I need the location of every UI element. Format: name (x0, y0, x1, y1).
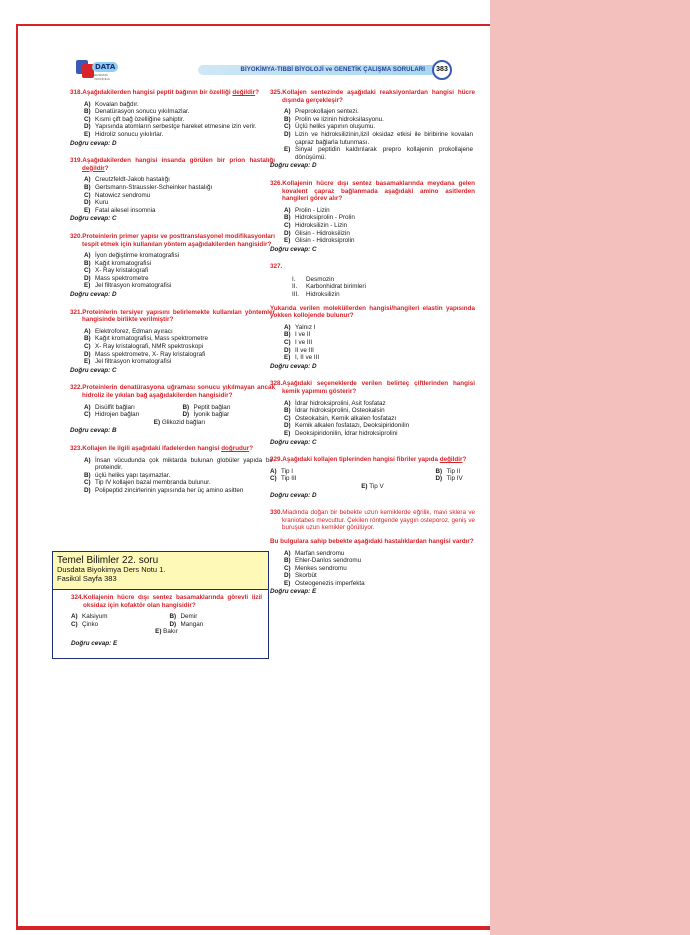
header-title: BİYOKİMYA-TIBBİ BİYOLOJİ ve GENETİK ÇALIŞMA SORULARI (198, 65, 433, 75)
answer: Doğru cevap: C (270, 245, 317, 253)
stamp-line-1: Temel Bilimler 22. soru (57, 555, 159, 566)
option-e (84, 358, 275, 366)
option-letter: D) (284, 229, 291, 237)
option-a (84, 252, 275, 260)
question-325 (270, 89, 475, 170)
question-319 (70, 157, 275, 223)
option-d (284, 422, 475, 430)
option-text: Kuru (95, 199, 109, 207)
option-text: Kağıt kromatografisi (95, 259, 151, 267)
left-column (70, 89, 275, 505)
option-text: Skorbüt (295, 572, 317, 580)
option-letter: C) (284, 414, 291, 422)
option-a: A) Disülfit bağları (84, 403, 135, 411)
question-number: 320. (70, 232, 83, 240)
option-a (84, 457, 275, 472)
option-text: Hidroliz sonucu yıkılırlar. (95, 130, 164, 138)
option-d: D) Mangan (169, 620, 204, 628)
options-list (270, 108, 475, 161)
option-letter: D) (84, 123, 91, 131)
options-grid (71, 613, 262, 628)
options-list (270, 207, 475, 245)
option-text: Sinyal peptidin kaldırılarak prepro kollajenin prokollajene dönüşümü. (295, 146, 473, 161)
option-text: Fatal ailesel insomnia (95, 206, 156, 214)
option-e: E) Glikozid bağları (153, 418, 206, 426)
option-letter: B) (84, 471, 91, 479)
option-c: C) Çinko (71, 620, 99, 628)
answer: Doğru cevap: C (70, 366, 117, 374)
option-letter: C) (284, 221, 291, 229)
option-e (284, 580, 475, 588)
option-text: Denatürasyon sonucu yıkılmazlar. (95, 108, 190, 116)
logo-word: DATA (92, 62, 118, 72)
option-b (84, 260, 275, 268)
roman-item (292, 291, 475, 299)
option-text: Kemik alkalen fosfatazı, Deoksipiridonilin (295, 422, 410, 430)
roman-numeral: III. (292, 291, 299, 299)
question-329 (270, 456, 475, 499)
option-a (84, 328, 275, 336)
option-d (284, 572, 475, 580)
question-text (70, 89, 275, 97)
option-letter: A) (84, 327, 91, 335)
source-stamp-box (52, 551, 269, 659)
option-d (284, 347, 475, 355)
question-323 (70, 445, 275, 495)
option-text: İdrar hidroksiprolini, Asit fosfataz (295, 399, 386, 407)
option-text: Kovalan bağdır. (95, 100, 139, 108)
question-text: 324.Kollajenin hücre dışı sentez basamaklarında görevli lizil oksidaz için kofaktör olan hangisidir? (71, 594, 262, 609)
option-letter: E) (284, 579, 291, 587)
question-321 (70, 309, 275, 375)
answer: Doğru cevap: D (70, 291, 117, 299)
margin-pink-panel (490, 0, 690, 935)
option-letter: D) (84, 199, 91, 207)
options-list (270, 400, 475, 438)
option-letter: A) (84, 176, 91, 184)
option-c (284, 415, 475, 423)
question-324 (53, 590, 268, 648)
option-letter: C) (84, 267, 91, 275)
question-322 (70, 384, 275, 435)
option-b (284, 557, 475, 565)
roman-item (292, 283, 475, 291)
option-letter: E) (284, 354, 291, 362)
option-letter: B) (284, 214, 291, 222)
option-letter: B) (284, 557, 291, 565)
option-letter: E) (284, 237, 291, 245)
options-list (70, 457, 275, 495)
option-text: X- Ray kristalografi, NMR spektroskopi (95, 343, 204, 351)
right-question-list (270, 89, 475, 253)
options-list (70, 176, 275, 214)
question-number: 326. (270, 179, 283, 187)
option-text: Natowicz sendromu (95, 191, 151, 199)
option-letter: D) (284, 422, 291, 430)
option-c (284, 339, 475, 347)
question-text-main: Aşağıdakilerden hangisi peptit bağının bir özelliği (82, 89, 233, 96)
option-letter: B) (84, 259, 91, 267)
option-text: Ehler-Danlos sendromu (295, 557, 362, 565)
question-text (70, 233, 275, 248)
option-b (84, 108, 275, 116)
roman-numeral: II. (292, 283, 298, 291)
option-letter: C) (284, 564, 291, 572)
option-letter: D) (284, 130, 291, 138)
question-number: 319. (70, 157, 83, 165)
question-number: 327. (270, 263, 283, 271)
option-b: B) Demir (169, 613, 198, 621)
option-letter: D) (84, 274, 91, 282)
option-text: Glisin - Hidroksiprolin (295, 237, 355, 245)
question-text (70, 309, 275, 324)
option-letter: B) (84, 183, 91, 191)
option-letter: A) (284, 549, 291, 557)
roman-numeral: I. (292, 275, 296, 283)
option-letter: C) (84, 191, 91, 199)
option-d (84, 351, 275, 359)
stamp-header (53, 552, 268, 590)
option-letter: E) (84, 130, 91, 138)
option-letter: A) (284, 108, 291, 116)
option-a: A) Kalsiyum (71, 613, 108, 621)
options-list (70, 101, 275, 139)
option-letter: A) (284, 323, 291, 331)
option-letter: E) (84, 206, 91, 214)
option-d (284, 131, 475, 146)
option-text: üçlü heliks yapı taşımazlar. (95, 471, 171, 479)
options-list (70, 328, 275, 366)
option-text: İdrar hidroksiprolini, Osteokalsin (295, 407, 385, 415)
option-a (84, 101, 275, 109)
stamp-line-3: Fasikül Sayfa 383 (57, 573, 117, 583)
option-c (84, 479, 275, 487)
option-text: II ve III (295, 346, 314, 354)
option-letter: B) (284, 331, 291, 339)
option-letter: D) (284, 572, 291, 580)
answer: Doğru cevap: D (270, 162, 317, 170)
option-c (284, 222, 475, 230)
option-b (84, 335, 275, 343)
option-text: Polipeptid zincirlerinin yapısında her üç amino asitten (95, 486, 244, 494)
option-text: Glisin - Hidroksilizin (295, 229, 350, 237)
stamp-line-2: Dusdata Biyokimya Ders Notu 1. (57, 565, 166, 574)
option-text: Tip IV kollajen bazal membranda bulunur. (95, 479, 211, 487)
option-text: I, II ve III (295, 354, 320, 362)
option-e (284, 146, 475, 161)
option-letter: A) (84, 100, 91, 108)
option-text: Mass spektrometre, X- Ray kristalografi (95, 350, 206, 358)
option-text: I ve II (295, 331, 311, 339)
option-c (84, 267, 275, 275)
question-text: 323.Kollajen ile ilgili aşağıdaki ifadelerden hangisi doğrudur? (70, 444, 254, 452)
question-text-main: Aşağıdakilerden hangisi insanda görülen bir prion hastalığı (82, 157, 275, 165)
question-text-main: Kollajen sentezinde aşağıdaki reaksiyonlardan hangisi hücre dışında gerçekleşir? (282, 89, 475, 104)
options-list (70, 252, 275, 290)
question-330 (270, 509, 475, 596)
option-letter: E) (84, 282, 91, 290)
question-328 (270, 380, 475, 446)
option-text: Prolin ve lizinin hidroksilasyonu. (295, 115, 384, 123)
options-grid (270, 468, 475, 483)
question-text-emphasis: değildir (232, 89, 256, 96)
option-a (284, 207, 475, 215)
question-text-end: ? (255, 89, 259, 96)
answer: Doğru cevap: D (70, 139, 117, 147)
option-text: I ve III (295, 339, 313, 347)
question-text (270, 89, 475, 104)
option-c (284, 565, 475, 573)
option-letter: E) (84, 358, 91, 366)
option-letter: B) (284, 115, 291, 123)
option-text: Deoksipiridonilin, İdrar hidroksiprolini (295, 429, 398, 437)
option-text: Osteogenezis imperfekta (295, 579, 365, 587)
question-320 (70, 233, 275, 299)
options-grid (84, 404, 275, 419)
option-e (84, 282, 275, 290)
question-number: 318. (70, 89, 83, 96)
option-letter: D) (84, 486, 91, 494)
option-letter: D) (84, 350, 91, 358)
option-letter: A) (284, 206, 291, 214)
option-letter: A) (284, 399, 291, 407)
roman-text: Hidroksilizin (306, 291, 340, 299)
roman-text: Karbonhidrat birimleri (306, 283, 366, 291)
option-text: Mass spektrometre (95, 274, 149, 282)
answer: Doğru cevap: B (70, 427, 117, 435)
option-letter: B) (84, 335, 91, 343)
question-text: Bu bulgulara sahip bebekte aşağıdaki hastalıklardan hangisi vardır? (270, 537, 474, 545)
option-c (84, 192, 275, 200)
option-text: Hidroksiprolin - Prolin (295, 214, 355, 222)
roman-text: Desmozin (306, 275, 334, 283)
option-text: Gertsmann-Straussler-Scheinker hastalığı (95, 183, 213, 191)
option-c (284, 123, 475, 131)
question-case: 330.Miadında doğan bir bebekte uzun kemiklerde eğrilik, mavi sklera ve kraniotabes mevcuttur. Çekilen röntgende yaygın osteporoz, geniş ve buruşuk uzun kemikler görülüyor. (270, 509, 475, 532)
option-text: Preprokollajen sentezi. (295, 108, 359, 116)
option-d (84, 275, 275, 283)
answer: Doğru cevap: C (70, 215, 117, 223)
option-text: Kağıt kromatografisi, Mass spektrometre (95, 335, 209, 343)
option-letter: D) (284, 346, 291, 354)
question-text-main: Kollajenin hücre dışı sentez basamaklarında meydana gelen kovalent çapraz bağlanmada aşağıdaki amino asitlerden hangileri görev alır? (282, 179, 475, 203)
option-b (284, 331, 475, 339)
option-d: D) İyonik bağlar (182, 411, 230, 419)
option-letter: C) (84, 479, 91, 487)
option-text: Hidroksilizin - Lizin (295, 221, 348, 229)
page-header (58, 60, 453, 82)
option-d (84, 199, 275, 207)
option-a (84, 176, 275, 184)
question-text-main: Proteinlerin tersiyer yapısını belirlemekte kullanılan yöntemler hangisinde birlikte verilmiştir? (82, 308, 275, 324)
option-a: A) Tip I (270, 467, 294, 475)
question-text: 329.Aşağıdaki kollajen tiplerinden hangisi fibriler yapıda değildir? (270, 456, 467, 464)
question-text (270, 180, 475, 203)
option-b: B) Tip II (435, 467, 461, 475)
option-d (284, 230, 475, 238)
option-letter: C) (84, 115, 91, 123)
option-text: Marfan sendromu (295, 549, 345, 557)
option-text: Yapısında atomların serbestçe hareket etmesine izin verir. (95, 123, 257, 131)
option-d (84, 487, 275, 495)
left-question-list (70, 89, 275, 374)
answer: Doğru cevap: D (270, 362, 317, 370)
option-a (284, 550, 475, 558)
option-text: Lizin ve hidroksilizinin,lizil oksidaz etkisi ile biribirine kovalan çapraz bağlarla tutunması. (295, 130, 473, 146)
option-b (84, 184, 275, 192)
dusdata-logo (76, 60, 120, 80)
option-letter: B) (84, 108, 91, 116)
option-a (284, 108, 475, 116)
page-number: 383 (432, 60, 452, 80)
option-e (284, 354, 475, 362)
option-letter: E) (284, 429, 291, 437)
option-d (84, 123, 275, 131)
option-e (284, 237, 475, 245)
option-letter: C) (284, 123, 291, 131)
answer: Doğru cevap: E (270, 588, 317, 596)
question-text-emphasis: değildir (82, 164, 105, 172)
option-letter: C) (84, 343, 91, 351)
option-a (284, 324, 475, 332)
question-326 (270, 180, 475, 253)
question-text: Yukarıda verilen moleküllerden hangisi/hangileri elastin yapısında yokken kollojende bulunur? (270, 304, 475, 320)
option-letter: A) (84, 252, 91, 260)
option-e (84, 131, 275, 139)
option-letter: E) (284, 146, 291, 154)
roman-item (292, 276, 475, 284)
option-letter: C) (284, 339, 291, 347)
options-list (270, 324, 475, 362)
option-e (284, 430, 475, 438)
right-column (270, 89, 475, 606)
option-text: Osteokalsin, Kemik alkalen fosfatazı (295, 414, 397, 422)
option-text: Yalnız I (295, 323, 316, 331)
option-b (284, 407, 475, 415)
option-b (284, 214, 475, 222)
option-e: E) Bakır (155, 628, 178, 636)
answer: Doğru cevap: E (71, 639, 118, 647)
option-d: D) Tip IV (435, 475, 463, 483)
option-text: Kısmi çift bağ özelliğine sahiptir. (95, 115, 185, 123)
option-b: B) Peptit bağları (182, 403, 231, 411)
option-b (84, 472, 275, 480)
option-c: C) Hidrojen bağları (84, 411, 140, 419)
answer: Doğru cevap: D (270, 491, 317, 499)
option-text: Prolin - Lizin (295, 206, 330, 214)
option-text: İyon değiştirme kromatografisi (95, 252, 179, 260)
question-327 (270, 263, 475, 370)
option-text: Üçlü heliks yapının oluşumu. (295, 123, 376, 131)
option-c: C) Tip III (270, 475, 297, 483)
question-text (70, 157, 275, 172)
option-text: Elektroforez, Edman ayıracı (95, 327, 173, 335)
option-c (84, 116, 275, 124)
question-number: 321. (70, 308, 83, 316)
question-318 (70, 89, 275, 147)
option-text: Menkes sendromu (295, 564, 347, 572)
roman-list (292, 276, 475, 299)
question-number: 325. (270, 89, 283, 96)
option-text: Jel filtrasyon kromatografisi (95, 358, 172, 366)
option-e (84, 207, 275, 215)
question-text-end: ? (104, 164, 109, 172)
option-e: E) Tip V (361, 482, 384, 490)
options-list (270, 550, 475, 588)
option-letter: B) (284, 407, 291, 415)
option-text: Jel filtrasyon kromatografisi (95, 282, 172, 290)
option-c (84, 343, 275, 351)
question-text: 322.Proteinlerin denatürasyona uğraması sonucu yıkılmayan ancak hidroliz ile yıkılan bağ aşağıdakilerden hangisidir? (70, 384, 275, 399)
logo-subtitle: DUSDATA YAYINCILIK (94, 73, 111, 81)
option-text: Creutzfeldt-Jakob hastalığı (95, 176, 170, 184)
question-text-main: Proteinlerin primer yapısı ve posttranslasyonel modifikasyonları tespit etmek için kullanılan yöntem aşağıdakilerden hangisidir? (82, 232, 275, 248)
option-letter: A) (84, 456, 91, 464)
question-text: 328.Aşağıdaki seçeneklerde verilen belirteç çiftlerinden hangisi kemik yapımını gösterir? (270, 380, 475, 395)
option-text: İnsan vücudunda çok miktarda bulunan globüler yapıda bir proteindir. (95, 456, 273, 472)
option-text: X- Ray kristalografi (95, 267, 149, 275)
answer: Doğru cevap: C (270, 438, 317, 446)
